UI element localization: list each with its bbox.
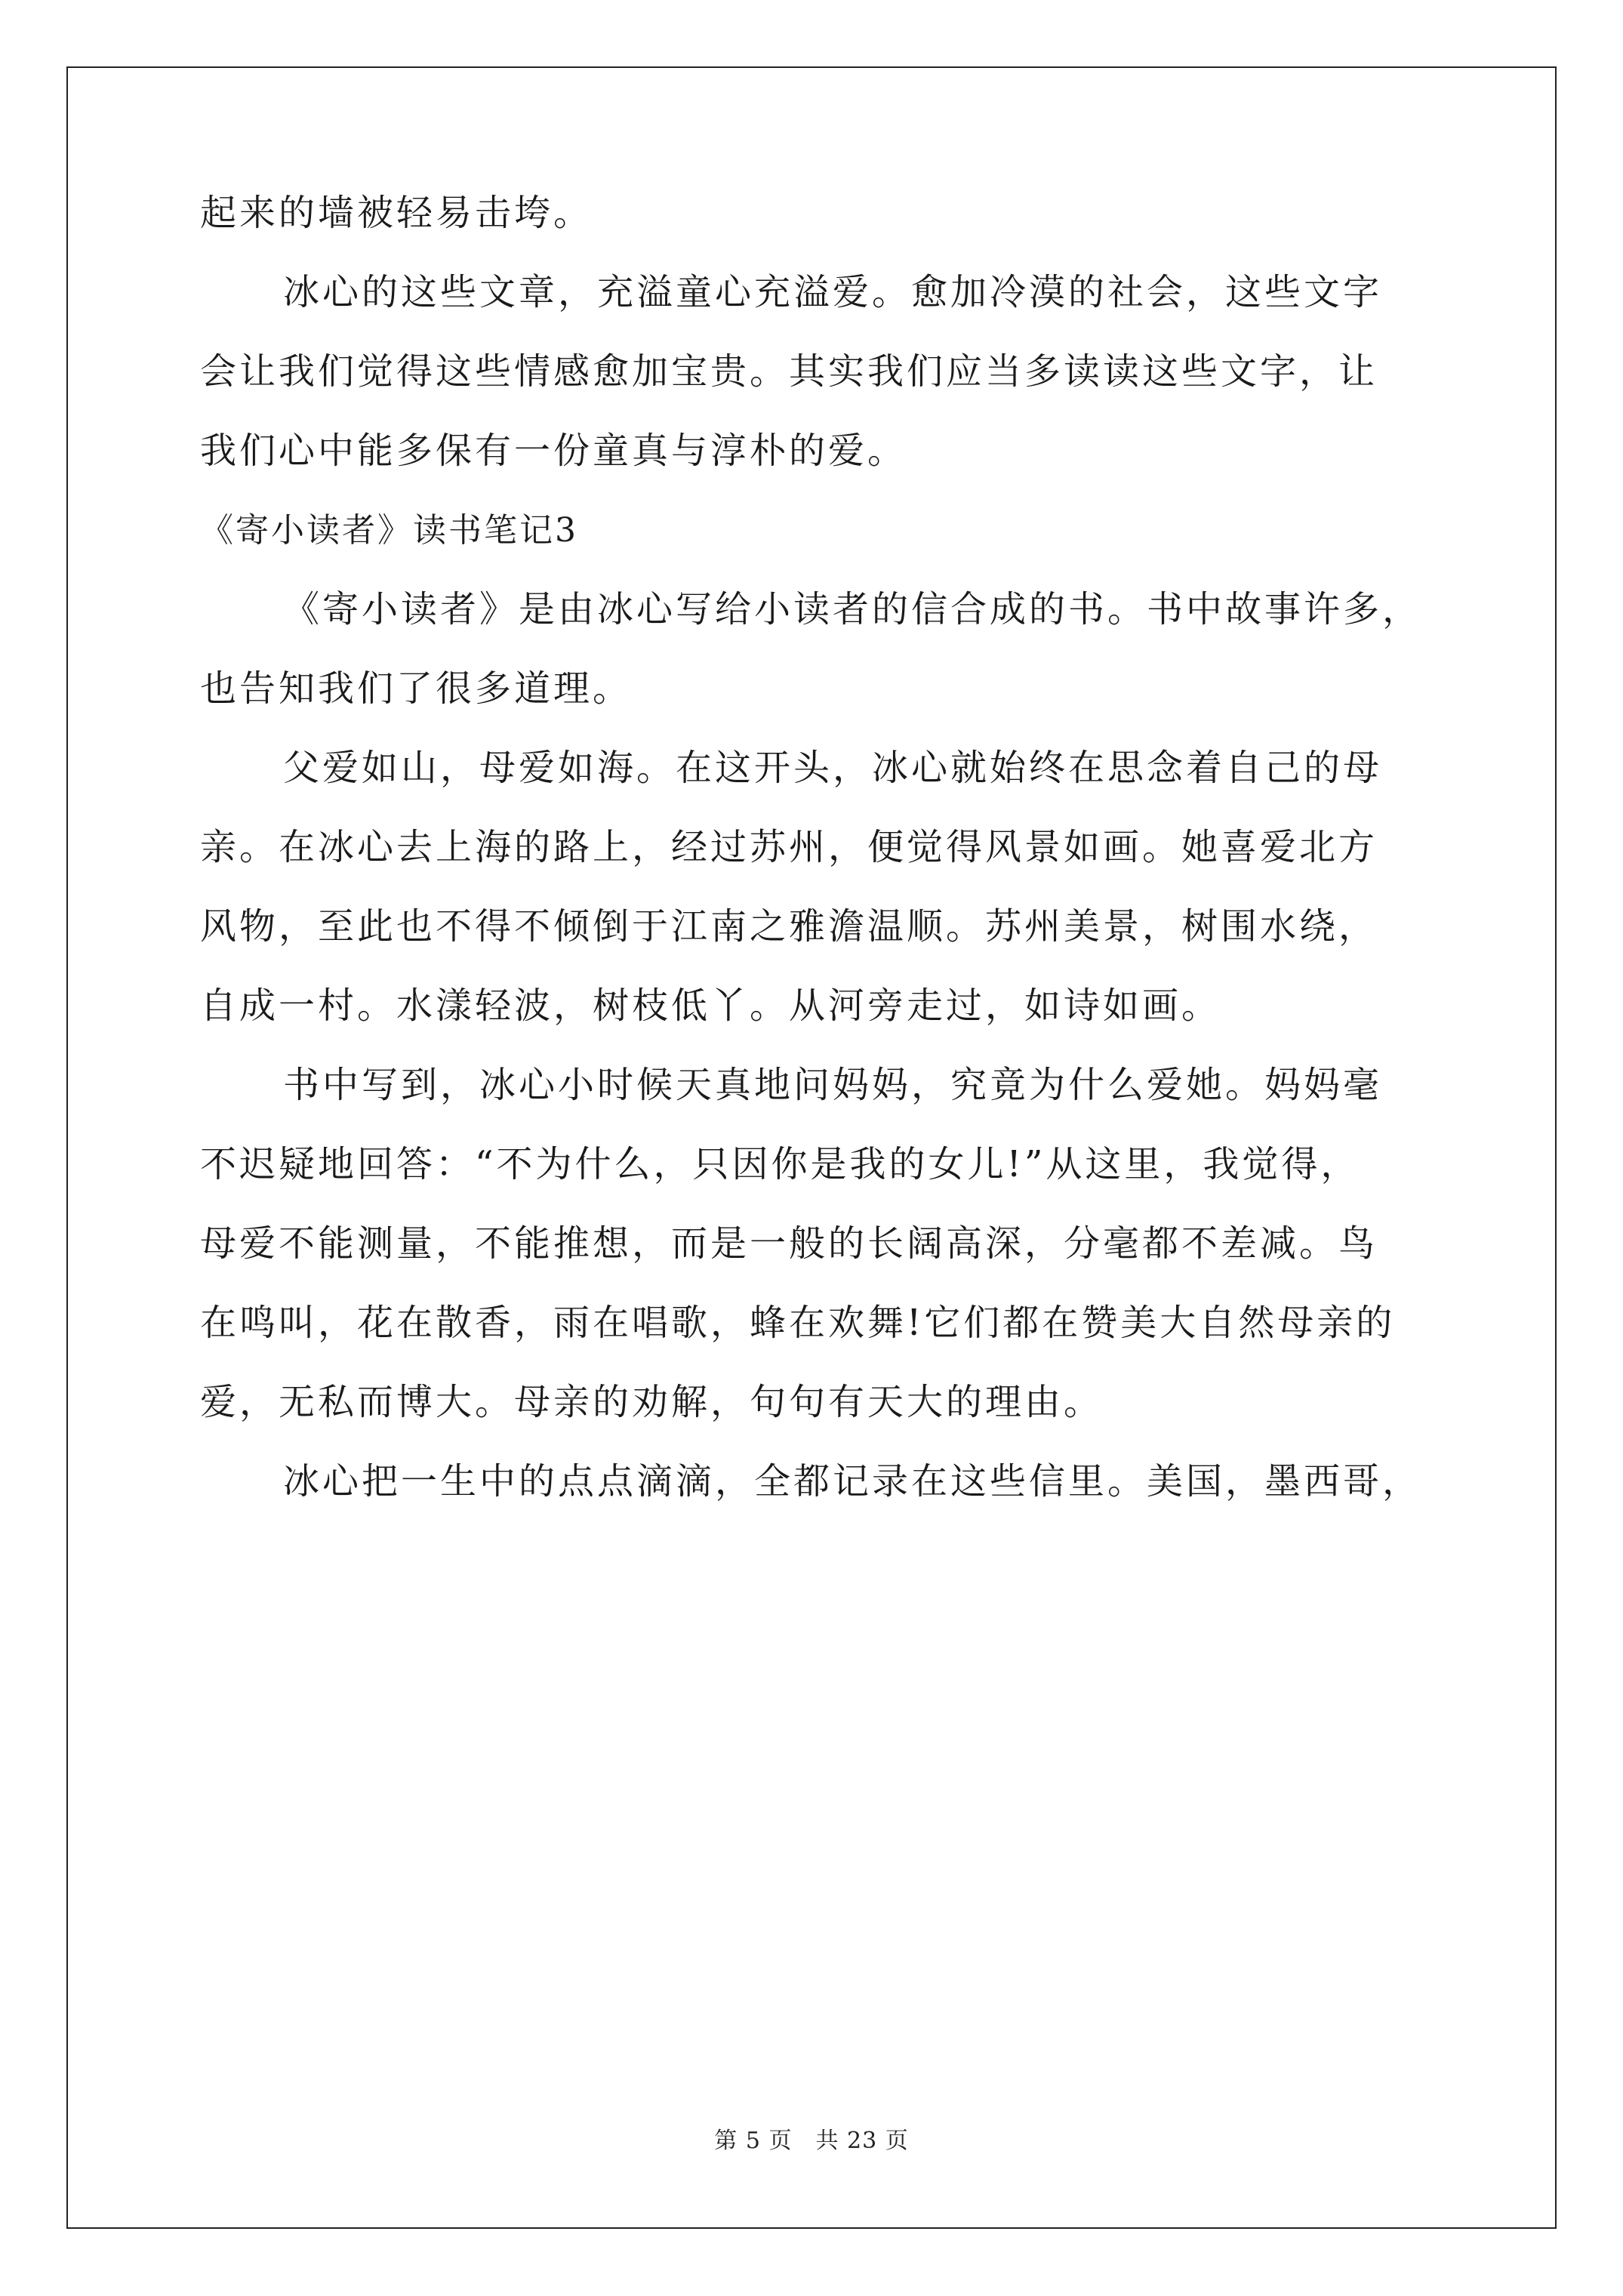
text-line: 母爱不能测量，不能推想，而是一般的长阔高深，分毫都不差减。鸟 (200, 1222, 1378, 1265)
text-line: 在鸣叫，花在散香，雨在唱歌，蜂在欢舞!它们都在赞美大自然母亲的 (200, 1302, 1396, 1344)
text-line: 父爱如山，母爱如海。在这开头，冰心就始终在思念着自己的母 (283, 747, 1383, 789)
document-body (200, 174, 1438, 1521)
section-heading: 《寄小读者》读书笔记3 (200, 511, 578, 550)
text-line: 也告知我们了很多道理。 (200, 667, 633, 710)
text-line: 不迟疑地回答：“不为什么，只因你是我的女儿!”从这里，我觉得， (200, 1143, 1360, 1185)
text-line: 冰心的这些文章，充溢童心充溢爱。愈加冷漠的社会，这些文字 (283, 271, 1383, 313)
text-line: 会让我们觉得这些情感愈加宝贵。其实我们应当多读读这些文字，让 (200, 350, 1378, 393)
text-line: 亲。在冰心去上海的路上，经过苏州，便觉得风景如画。她喜爱北方 (200, 826, 1378, 868)
text-line: 《寄小读者》是由冰心写给小读者的信合成的书。书中故事许多， (283, 588, 1422, 630)
text-line: 起来的墙被轻易击垮。 (200, 192, 593, 234)
text-line: 我们心中能多保有一份童真与淳朴的爱。 (200, 430, 907, 472)
text-line: 风物，至此也不得不倾倒于江南之雅澹温顺。苏州美景，树围水绕， (200, 905, 1378, 948)
text-line: 冰心把一生中的点点滴滴，全都记录在这些信里。美国，墨西哥， (283, 1460, 1422, 1502)
text-line: 爱，无私而博大。母亲的劝解，句句有天大的理由。 (200, 1381, 1104, 1423)
page-number-footer: 第 5 页 共 23 页 (714, 2128, 909, 2154)
text-line: 书中写到，冰心小时候天真地问妈妈，究竟为什么爱她。妈妈毫 (283, 1064, 1383, 1106)
text-line: 自成一村。水漾轻波，树枝低丫。从河旁走过，如诗如画。 (200, 985, 1221, 1027)
